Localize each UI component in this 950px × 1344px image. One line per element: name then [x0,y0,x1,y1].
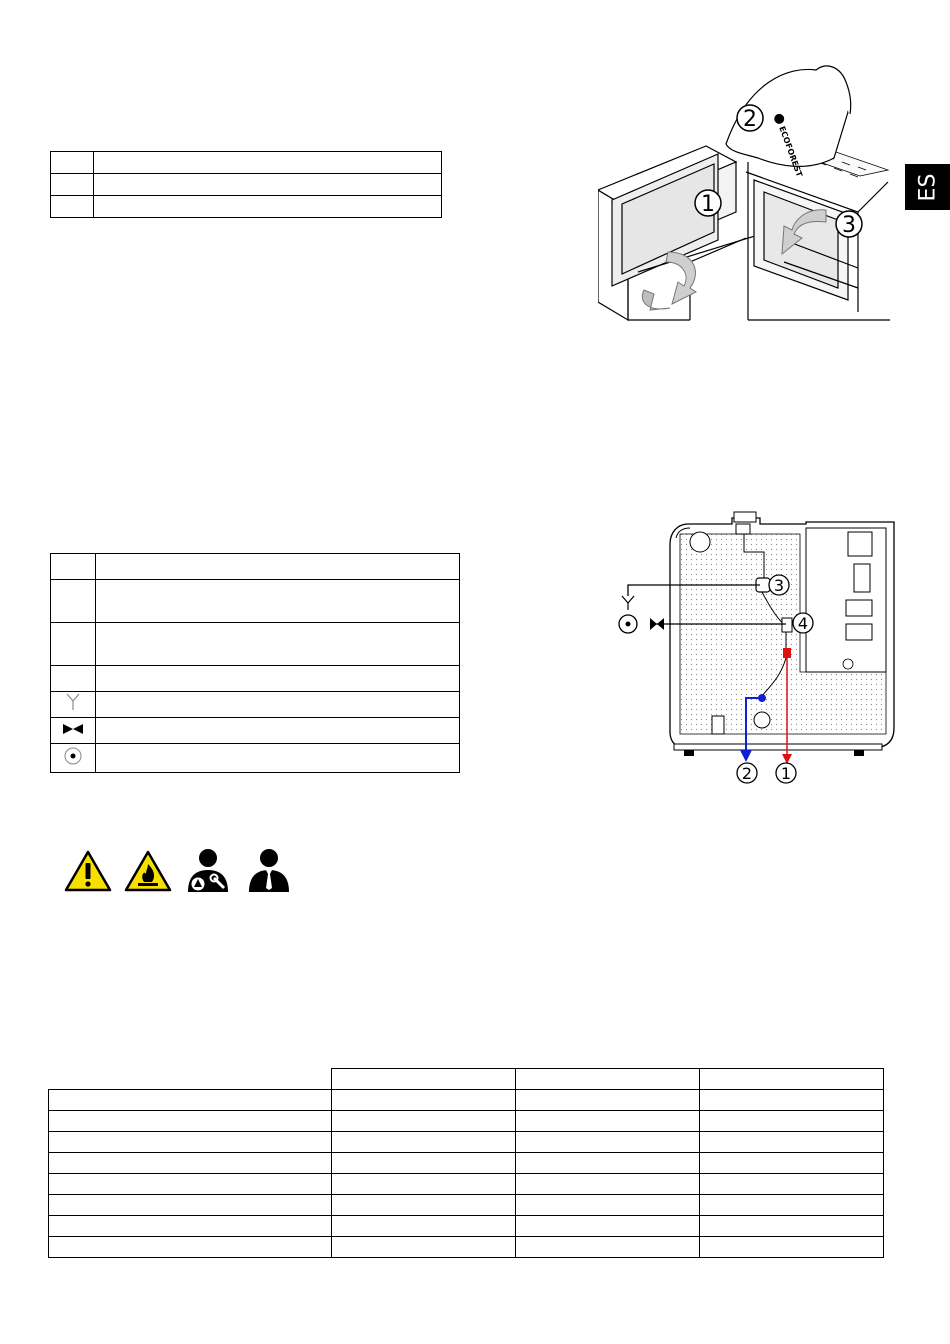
circle-dot-icon [63,746,83,766]
callout-2: 2 [743,107,757,132]
table-row [51,152,442,174]
table-row [49,1132,884,1153]
table-row [51,744,460,773]
user-icon [246,848,292,892]
technician-icon [184,848,232,892]
table-row [49,1111,884,1132]
table-row [51,196,442,218]
callout-4: 4 [797,614,809,633]
callout-1: 1 [701,192,715,217]
table-row [51,692,460,718]
safety-icons [64,848,294,892]
fire-hazard-icon [124,850,172,892]
table-row [51,174,442,196]
table-row [51,580,460,623]
table-row [49,1090,884,1111]
warning-exclamation-icon [64,850,112,892]
callout-2: 2 [741,764,753,783]
callout-3: 3 [773,576,785,595]
table-row [49,1237,884,1258]
specs-table [48,1068,884,1258]
table-row [51,718,460,744]
table-row [51,623,460,666]
filter-replacement-figure [598,62,890,324]
language-label: ES [915,173,940,201]
table-row [51,666,460,692]
brand-text: ECOFOREST [777,124,804,179]
bowtie-valve-icon [62,723,84,735]
table-row [49,1174,884,1195]
filter-table [50,151,442,218]
callout-3: 3 [842,213,856,238]
callout-1: 1 [780,764,792,783]
y-connector-icon [65,693,81,711]
hydraulic-diagram [610,508,902,788]
table-row [49,1195,884,1216]
table-header-row [49,1069,884,1090]
table-row [51,554,460,580]
language-tab [905,164,950,210]
table-row [49,1153,884,1174]
table-row [49,1216,884,1237]
components-table [50,553,460,773]
